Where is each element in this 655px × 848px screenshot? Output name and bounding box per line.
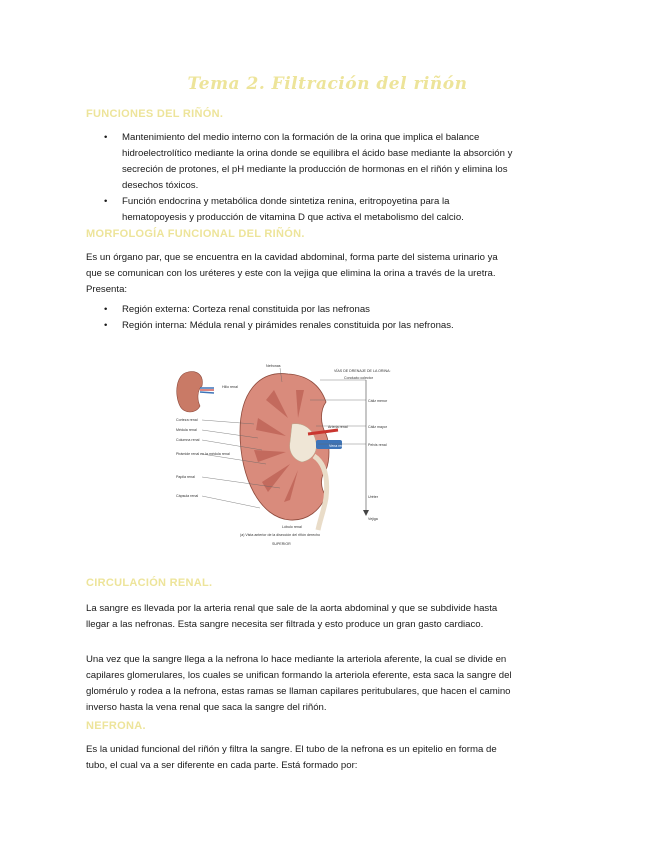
bullet-icon: • [104,132,108,143]
bullet-icon: • [104,196,108,207]
heading-circulacion: CIRCULACIÓN RENAL. [86,577,213,589]
label-columna: Columna renal [176,438,200,442]
list-morfologia [86,302,516,334]
list-item: • Región interna: Médula renal y pirámides renales constituida por las nefronas. [86,318,516,334]
label-piramide: Pirámide renal en la médula renal [176,452,230,456]
label-corteza: Corteza renal [176,418,198,422]
figure-caption: (a) Vista anterior de la disección del riñón derecho [240,533,321,537]
list-item: • Región externa: Corteza renal constituida por las nefronas [86,302,516,318]
label-papila: Papila renal [176,475,195,479]
heading-morfologia: MORFOLOGÍA FUNCIONAL DEL RIÑÓN. [86,228,305,240]
label-conducto-colector: Conducto colector [344,376,373,380]
label-vena-renal: Vena renal [329,444,347,448]
small-kidney [177,372,203,412]
list-item: • Mantenimiento del medio interno con la formación de la orina que implica el balance hidroelectrolítico mediante la orina donde se equilibra el ácido base mediante la absorción y secreción de protones, el pH mediante la producción de hormonas en el riñón y elimina los desechos tóxicos. [104,132,513,191]
paragraph-nefrona: Es la unidad funcional del riñón y filtra la sangre. El tubo de la nefrona es un epitelio en forma de tubo, el cual va a ser diferente en cada parte. Está formado por: [86,744,497,771]
paragraph-circulacion-1: La sangre es llevada por la arteria renal que sale de la aorta abdominal y que se subdivide hasta llegar a las nefronas. Esta sangre necesita ser filtrada y esto produce un gran gasto cardiaco. [86,603,498,630]
paragraph-circulacion-2: Una vez que la sangre llega a la nefrona lo hace mediante la arteriola aferente, la cual se divide en capilares glomerulares, los cuales se unifican formando la arteriola eferente, esta saca la sangre del glomérulo y rodea a la nefrona, estas ramas se llaman capilares peritubulares, que hacen el camino inverso hasta la vena renal que saca la sangre del riñón. [86,654,512,713]
label-hilio: Hilio renal [222,385,238,389]
label-medula: Médula renal [176,428,197,432]
heading-funciones: FUNCIONES DEL RIÑÓN. [86,108,224,120]
page-title: Tema 2. Filtración del riñón [187,74,468,94]
label-ureter: Uréter [368,495,378,499]
label-arteria-renal: Arteria renal [328,425,348,429]
label-nefronas: Nefronas [266,364,281,368]
list-item: • Función endocrina y metabólica donde sintetiza renina, eritropoyetina para la hematopoyesis y producción de vitamina D que activa el metabolismo del calcio. [104,196,464,223]
label-caliz-menor: Cáliz menor [368,399,388,403]
paragraph-morfologia: Es un órgano par, que se encuentra en la cavidad abdominal, forma parte del sistema urinario ya que se comunican con los uréteres y este con la vejiga que elimina la orina a través de la uretra. Presenta: [86,252,498,295]
label-pelvis: Pelvis renal [368,443,387,447]
bullet-icon: • [104,320,108,331]
label-vias-drenaje: VÍAS DE DRENAJE DE LA ORINA: [334,369,391,373]
kidney-anatomy-figure [170,360,400,550]
label-caliz-mayor: Cáliz mayor [368,425,387,429]
list-funciones [86,130,516,226]
label-lobulo: Lóbulo renal [282,525,302,529]
figure-orientation: SUPERIOR [272,542,291,546]
bullet-icon: • [104,304,108,315]
label-capsula: Cápsula renal [176,494,199,498]
label-vejiga: Vejiga [368,517,378,521]
heading-nefrona: NEFRONA. [86,720,146,732]
